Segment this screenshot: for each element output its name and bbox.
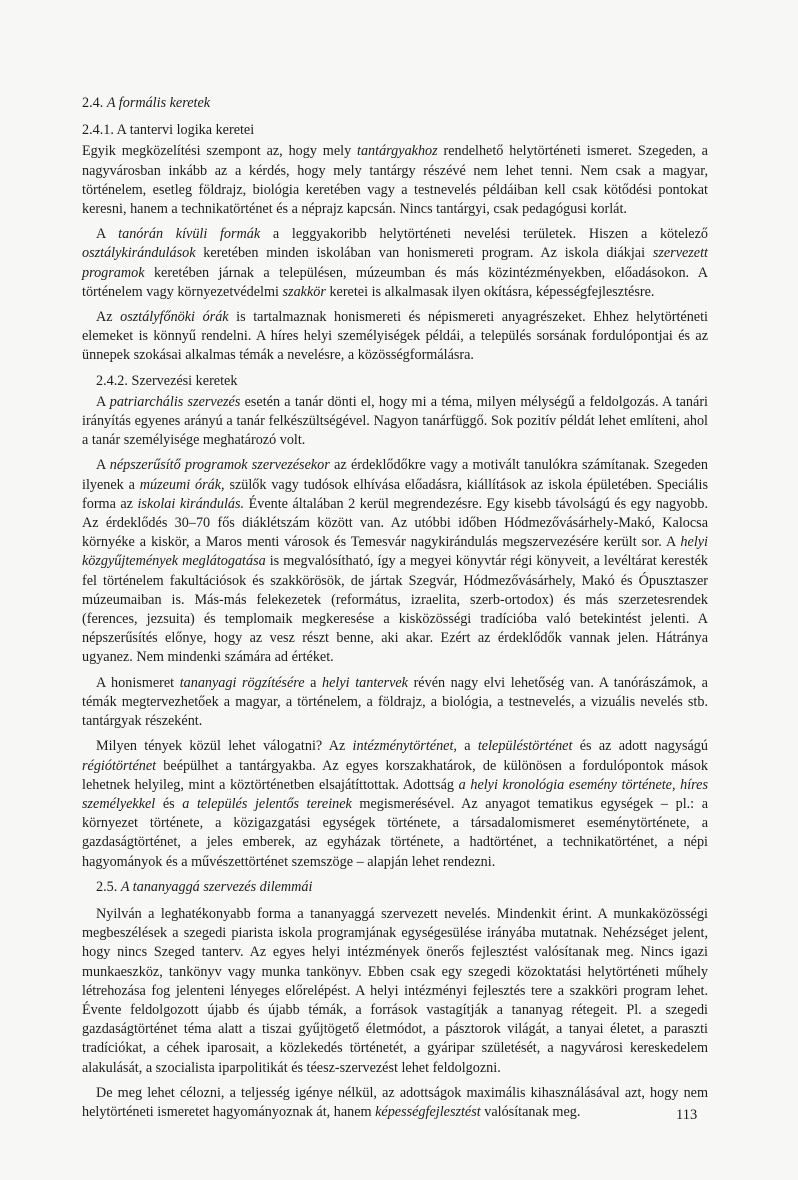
emphasis-run: helyi közgyűjtemények meglátogatása: [82, 534, 708, 570]
text-run: valósítanak meg.: [480, 1103, 581, 1120]
emphasis-run: településtörténet: [477, 738, 573, 755]
emphasis-run: a helyi kronológia esemény története, híres személyekkel: [82, 776, 708, 812]
text-run: rendelhető helytörténeti ismeret. Szegeden, a nagyvárosban inkább az a kérdés, hogy mely tantárgy részévé nem lehet tenni. Nem csak a magyar, történelem, esetleg földrajz, biológia keretében vagy a testnevelés példáiban kell csak kötődési pontokat keresni, hanem a technikatörténet és a néprajz kapcsán. Nincs tantárgyi, csak pedagógusi korlát.: [82, 143, 708, 218]
emphasis-run: múzeumi órák,: [139, 476, 225, 493]
section-heading-2-4: [82, 94, 708, 113]
section-heading-2-5: [82, 878, 708, 897]
paragraph-osztalyfonoki: [82, 308, 708, 366]
text-run: De meg lehet célozni, a teljesség igénye nélkül, az adottságok maximális kihasználásával azt, hogy nem helytörténeti ismeretet hagyományoznak át, hanem: [82, 1084, 708, 1120]
emphasis-run: tanórán kívüli formák: [118, 226, 261, 243]
text-run: esetén a tanár dönti el, hogy mi a téma, milyen mélységű a feldolgozás. A tanári irányítás egyenes arányú a tanár felkészültségével. Nagyon tanárfüggő. Sok pozitív példát lehet említeni, ahol a tanár személyisége meghatározó volt.: [82, 393, 708, 449]
emphasis-run: tananyagi rögzítésére: [179, 674, 305, 691]
text-run: keretében járnak a településen, múzeumban és más közintézményekben, előadásokon. A történelem vagy környezetvédelmi: [82, 264, 708, 300]
text-run: A: [96, 457, 110, 474]
text-run: megismerésével. Az anyagot tematikus egységek – pl.: a környezet története, a közigazgatási egységek története, a társadalomismeret eseménytörténete, a gazdaságtörténet, a jeles emberek, az egyházak története, a hadtörténet, a technikatörténet, a népi hagyományok és a művészettörténet szemszöge – alapján lehet rendezni.: [82, 795, 709, 870]
emphasis-run: osztályfőnöki órák: [120, 309, 229, 326]
text-run: szülők vagy tudósok elhívása előadásra, kiállítások az iskola épületében. Speciális forma az: [82, 476, 708, 512]
section-number: 2.4.: [82, 95, 104, 111]
text-run: az érdeklődőkre vagy a motivált tanulókra számítanak. Szegeden ilyenek a: [82, 457, 708, 493]
text-run: Évente általában 2 kerül megrendezésre. Egy kisebb távolságú és egy nagyobb. Az érdeklődés 30–70 fős diáklétszám között van. Az utóbbi időben Hódmezővásárhely-Makó, Kalocsa környéke a kiskör, a Maros menti városok és Temesvár nagykirándulás megszervezésére került sor. A: [82, 495, 708, 551]
paragraph-milyen-tenyek: [82, 737, 708, 871]
section-title: A tananyaggá szervezés dilemmái: [120, 878, 313, 895]
subsection-heading-2-4-2: 2.4.2. Szervezési keretek: [96, 372, 238, 389]
text-run: és az adott nagyságú: [572, 738, 708, 755]
text-run: A: [96, 226, 119, 243]
emphasis-run: képességfejlesztést: [375, 1103, 481, 1120]
text-run: is tartalmaznak honismereti és népismereti anyagrészeket. Ehhez helytörténeti elemeket is könnyű rendelni. A híres helyi személyiségek példái, a település sorsának fordulópontjai és az ünnepek szokásai alkalmas témák a nevelésre, a közösségformálásra.: [82, 309, 708, 364]
text-run: A honismeret: [96, 674, 180, 691]
paragraph-patriarchalis: [82, 393, 708, 451]
text-run: Egyik megközelítési szempont az, hogy mely: [82, 143, 358, 160]
paragraph-celozni: [82, 1084, 708, 1122]
text-run: A: [96, 393, 110, 410]
page-number: 113: [676, 1107, 698, 1123]
emphasis-run: a település jelentős tereinek: [182, 795, 352, 812]
text-run: a: [304, 674, 323, 691]
emphasis-run: régiótörténet: [82, 757, 157, 774]
text-run: is megvalósítható, így a megyei könyvtár régi könyveit, a levéltárat keresték fel történelem fakultációsok és szakkörösök, de jártak Szegvár, Hódmezővásárhely, Makó és Ópusztaszer múzeumaiban is. Más-más felekezetek (református, izraelita, szerb-ortodox) és más szerzetesrendek (ferences, jezsuita) és templomaik megkeresése a kisközösségi tradícióba való betekintést jelenti. A népszerűsítés előnye, hogy az vesz részt benne, aki akar. Ezért az érdeklődők vannak jelen. Hátránya ugyanez. Nem mindenki számára ad értéket.: [82, 553, 708, 666]
emphasis-run: osztálykirándulások: [82, 245, 196, 262]
section-number: 2.5.: [96, 878, 118, 895]
subsection-heading-2-4-1: 2.4.1. A tantervi logika keretei: [82, 122, 255, 139]
text-run: keretei is alkalmasak ilyen okításra, képességfejlesztésre.: [325, 283, 655, 300]
text-run: révén nagy elvi lehetőség van. A tanórászámok, a témák megtervezhetőek a magyar, a történelem, a földrajz, a biológia, a testnevelés, a vizuális nevelés stb. tantárgyak részeként.: [82, 674, 708, 730]
emphasis-run: népszerűsítő programok szervezésekor: [109, 457, 330, 474]
text-run: keretében minden iskolában van honismereti program. Az iskola diákjai: [195, 245, 653, 262]
text-run: a leggyakoribb helytörténeti nevelési területek. Hiszen a kötelező: [260, 226, 708, 243]
text-run: Milyen tények közül lehet válogatni? Az: [96, 738, 353, 755]
text-run: Az: [96, 309, 121, 326]
paragraph-tananyagga: Nyilván a leghatékonyabb forma a tananyaggá szervezett nevelés. Mindenkit érint. A munkaközösségi megbeszélések a szegedi piarista iskola programjának egységesülése irányába mutatnak. Nehézséget jelent, hogy nincs Szeged tanterv. Az egyes helyi intézmények önerős fejlesztést valósítanak meg. Nincs igazi munkaeszköz, tankönyv vagy munka tankönyv. Ebben csak egy szegedi közoktatási helytörténeti műhely létrehozása fog jelenteni lényeges előrelépést. A helyi intézményi fejlesztés tere a szakköri program lehet. Évente feldolgozott újabb és újabb témák, a források vastagítják a tananyag rétegeit. Pl. a szegedi gazdaságtörténet téma alatt a tiszai gyűjtögető életmódot, a pásztorok világát, a tanyai életet, a paraszti tradíciókat, a céhek iparosait, a közlekedés történetét, a gyáripar születését, a nagyvárosi kereskedelem alakulását, a szocialista iparpolitikát és téesz-szervezést lehet feldolgozni.: [82, 905, 708, 1076]
emphasis-run: helyi tantervek: [322, 674, 408, 691]
text-run: beépülhet a tantárgyakba. Az egyes korszakhatárok, de különösen a fordulópontok mások lehetnek helyileg, mint a köztörténetben elsajátíttottak. Adottság: [82, 757, 708, 793]
text-run: a: [456, 738, 478, 755]
emphasis-run: iskolai kirándulás.: [137, 495, 245, 512]
page-body: [82, 94, 708, 1128]
emphasis-run: patriarchális szervezés: [109, 393, 241, 410]
section-title: A formális keretek: [106, 95, 211, 111]
text-run: és: [155, 795, 183, 812]
emphasis-run: intézménytörténet,: [352, 738, 457, 755]
paragraph-nepszerusito: [82, 456, 708, 667]
paragraph-tanoran-kivuli: [82, 225, 708, 302]
emphasis-run: tantárgyakhoz: [357, 143, 438, 160]
emphasis-run: szervezett programok: [82, 245, 708, 281]
paragraph-tantervi-logika: [82, 142, 708, 219]
emphasis-run: szakkör: [282, 283, 326, 300]
paragraph-honismeret: [82, 674, 708, 732]
